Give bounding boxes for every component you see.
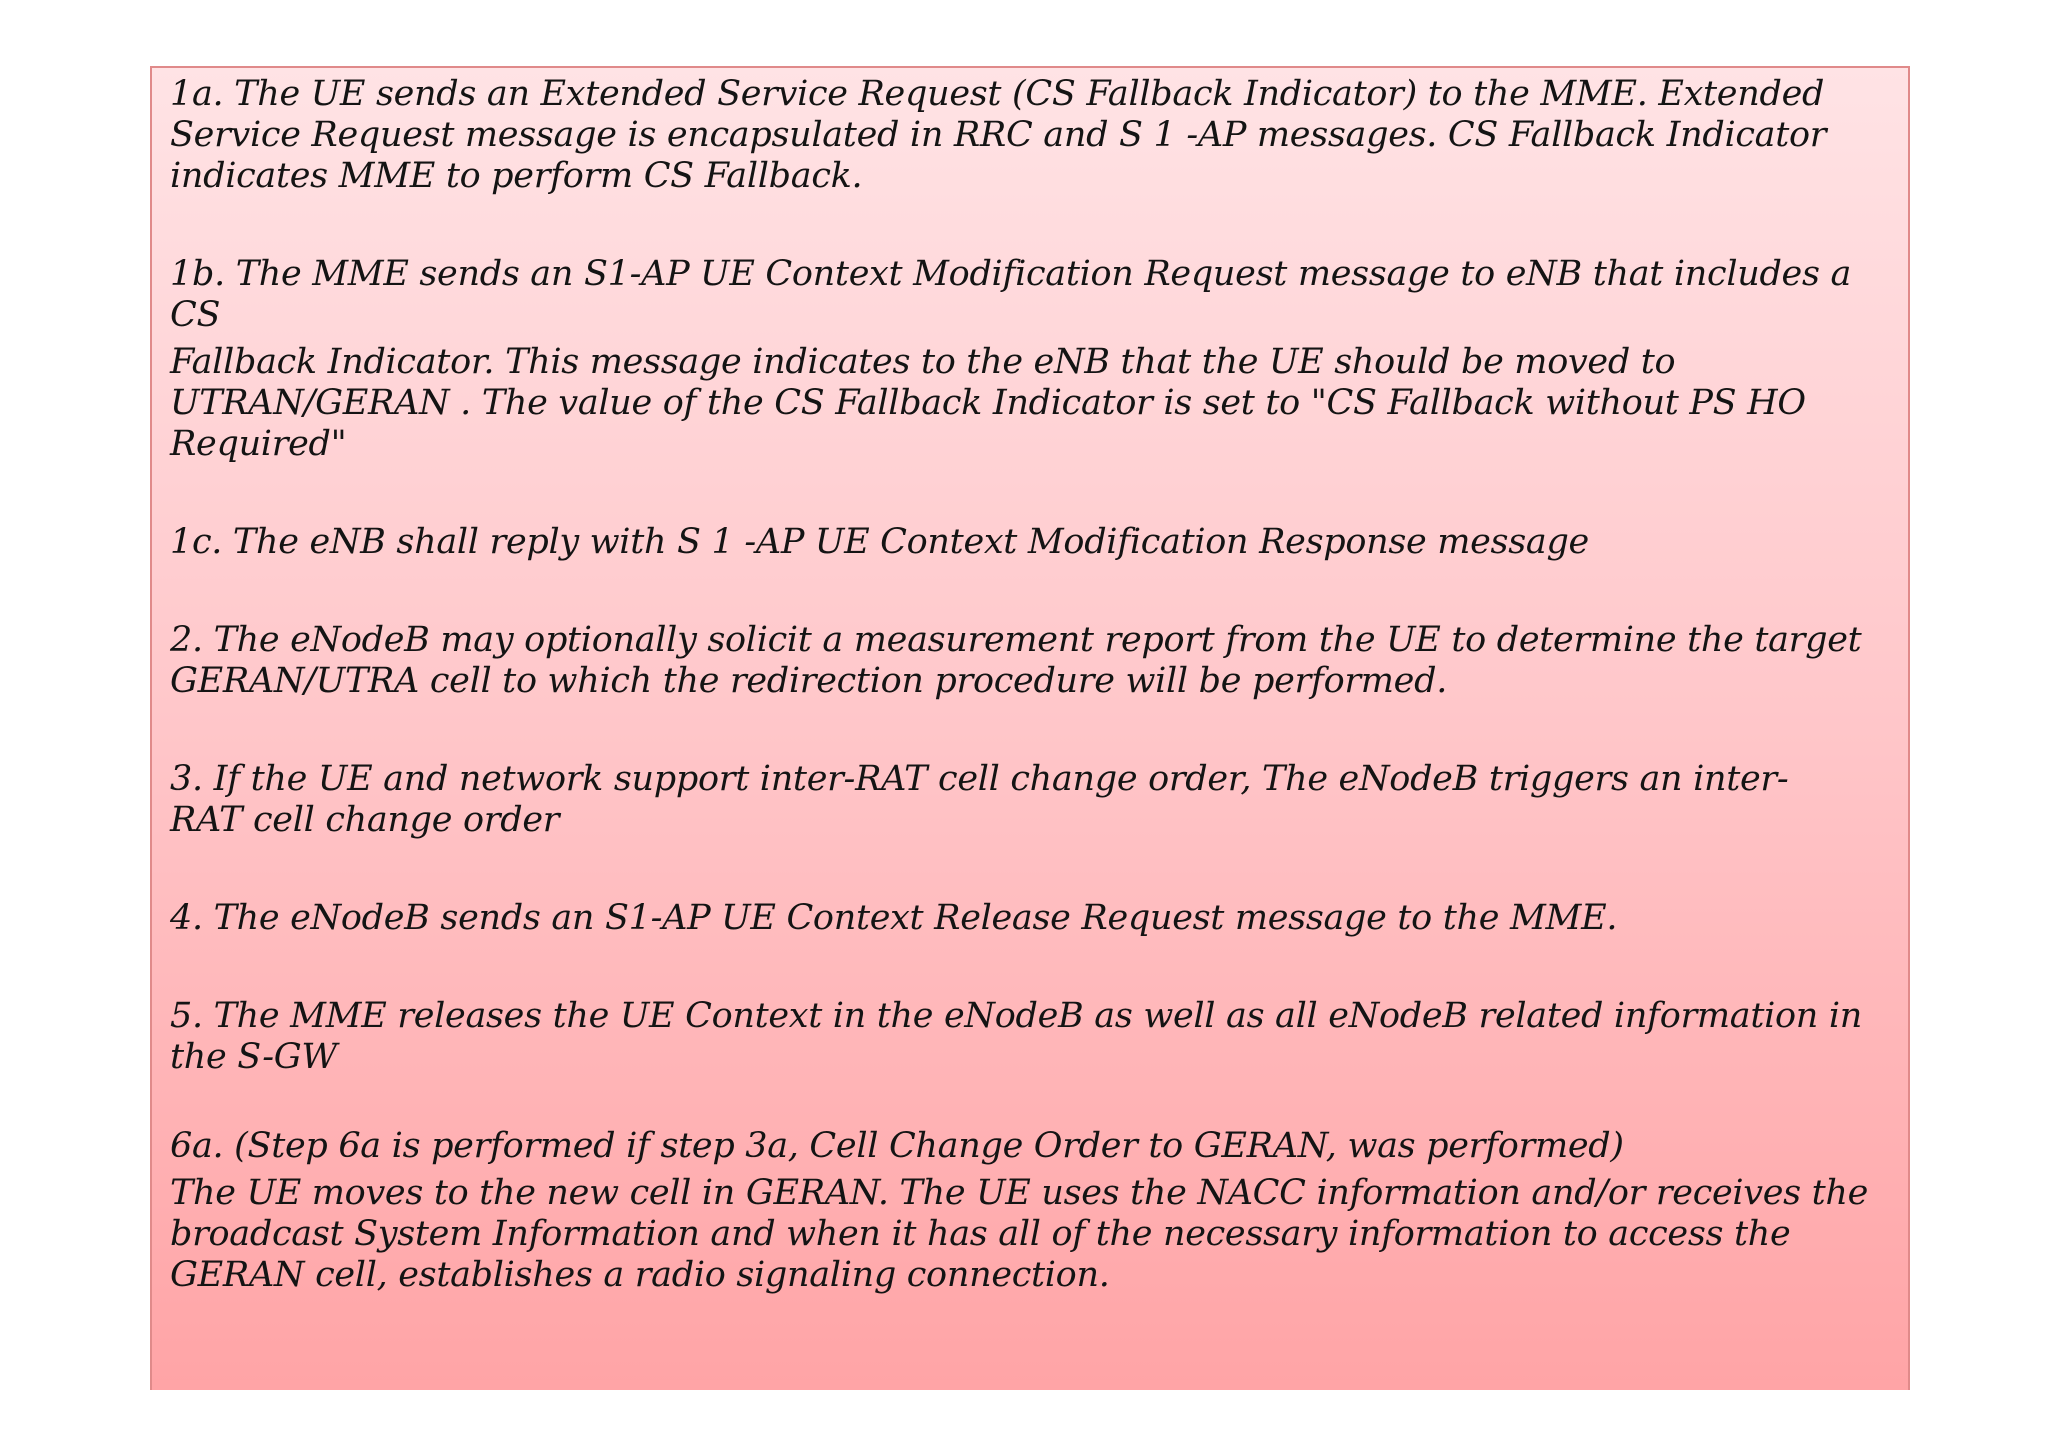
step-1b-paragraph: Fallback Indicator. This message indicates to the eNB that the UE should be moved to UTRAN/GERAN . The value of the CS Fallback Indicator is set to "CS Fallback without PS HO Required" (170, 342, 1806, 464)
step-4-paragraph: 4. The eNodeB sends an S1-AP UE Context Release Request message to the MME. (170, 898, 1618, 938)
step-1b-heading: 1b. The MME sends an S1-AP UE Context Modification Request message to eNB that includes a CS (170, 254, 1852, 335)
step-5-paragraph: 5. The MME releases the UE Context in the eNodeB as well as all eNodeB related information in the S-GW (170, 996, 1863, 1077)
step-3-paragraph: 3. If the UE and network support inter-RAT cell change order, The eNodeB triggers an inter- RAT cell change order (170, 759, 1789, 840)
step-1c-paragraph: 1c. The eNB shall reply with S 1 -AP UE Context Modification Response message (170, 522, 1589, 562)
step-6a-paragraph: The UE moves to the new cell in GERAN. The UE uses the NACC information and/or receives the broadcast System Information and when it has all of the necessary information to access the GERAN cell, establishes a radio signaling connection. (170, 1173, 1869, 1295)
step-1a-paragraph: 1a. The UE sends an Extended Service Request (CS Fallback Indicator) to the MME. Extended Service Request message is encapsulated in RRC and S 1 -AP messages. CS Fallback Indicator indicates MME to perform CS Fallback. (170, 74, 1827, 196)
csfb-procedure-text-box (150, 66, 1910, 1390)
step-6a-heading: 6a. (Step 6a is performed if step 3a, Cell Change Order to GERAN, was performed) (170, 1126, 1624, 1166)
step-2-paragraph: 2. The eNodeB may optionally solicit a measurement report from the UE to determine the target GERAN/UTRA cell to which the redirection procedure will be performed. (170, 620, 1862, 701)
